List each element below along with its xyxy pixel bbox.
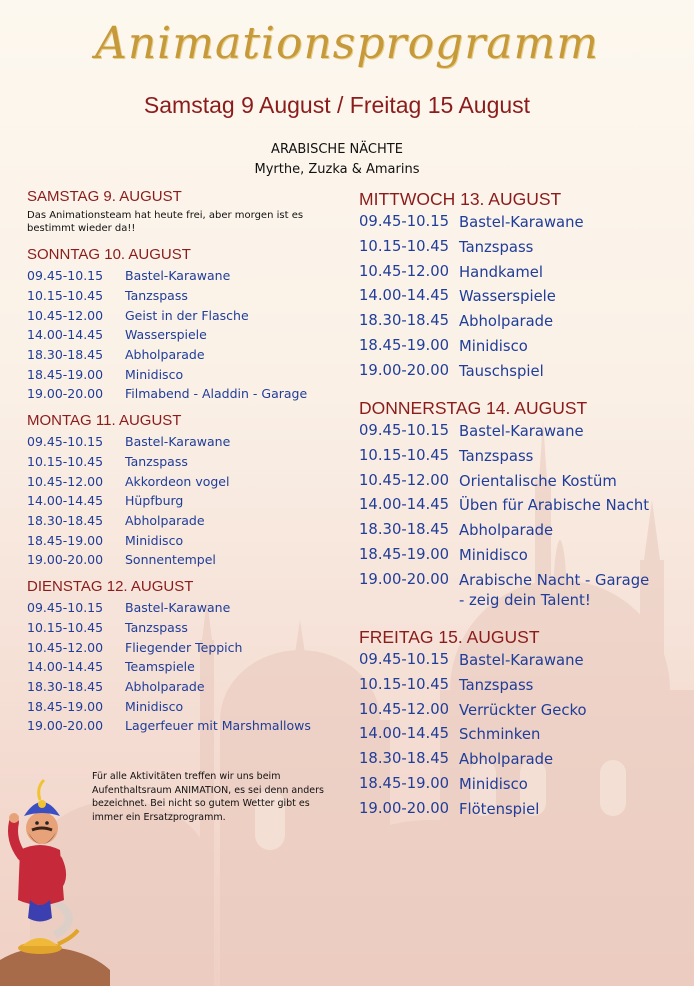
time-slot: 18.45-19.00 <box>27 366 104 382</box>
schedule-row <box>359 571 649 611</box>
activity-name: Tanzspass <box>125 288 188 304</box>
activity-name: Minidisco <box>125 366 184 382</box>
activity-name: Abholparade <box>459 751 554 769</box>
activity-name: Tanzspass <box>459 447 534 465</box>
time-slot: 09.45-10.15 <box>359 213 450 230</box>
activity-name: Wasserspiele <box>125 327 207 343</box>
page-title: Animationsprogramm <box>95 18 599 69</box>
activity-name: Teamspiele <box>125 659 195 675</box>
schedule-row <box>27 384 307 404</box>
day-block-monday <box>27 412 230 570</box>
schedule-row <box>359 750 587 775</box>
activity-name: Sonnentempel <box>125 552 216 568</box>
activity-name: Abholparade <box>459 522 554 540</box>
activity-name: Üben für Arabische Nacht <box>459 497 650 515</box>
activity-name: Minidisco <box>125 532 184 548</box>
day-block-tuesday <box>27 578 311 736</box>
schedule-row <box>27 530 230 550</box>
meeting-info-note: Für alle Aktivitäten treffen wir uns beim Aufenthaltsraum ANIMATION, es sei denn anders bezeichnet. Bei nicht so gutem Wetter gibt es immer ein Ersatzprogramm. <box>92 771 325 823</box>
activity-name: Abholparade <box>125 513 205 529</box>
team-names: Myrthe, Zuzka & Amarins <box>254 162 420 177</box>
schedule-row <box>27 696 311 716</box>
time-slot: 18.45-19.00 <box>27 532 104 548</box>
activity-name: Filmabend - Aladdin - Garage <box>125 386 308 402</box>
schedule-row <box>27 637 311 657</box>
time-slot: 18.30-18.45 <box>27 513 104 529</box>
schedule-row <box>27 364 307 384</box>
genie-illustration <box>0 760 110 986</box>
activity-name: Handkamel <box>459 263 543 281</box>
activity-name: Orientalische Kostüm <box>459 472 617 490</box>
day-heading: SONNTAG 10. AUGUST <box>27 246 191 263</box>
activity-name: Bastel-Karawane <box>125 268 231 284</box>
activity-name: Abholparade <box>125 347 205 363</box>
time-slot: 18.45-19.00 <box>27 698 104 714</box>
schedule-row <box>27 452 230 472</box>
schedule-row <box>359 521 649 546</box>
activity-name: Minidisco <box>459 337 528 355</box>
time-slot: 19.00-20.00 <box>359 570 450 588</box>
activity-line-1: Arabische Nacht - Garage <box>459 571 650 589</box>
schedule-row <box>359 651 587 676</box>
activity-name: Lagerfeuer mit Marshmallows <box>125 718 311 734</box>
time-slot: 09.45-10.15 <box>359 651 450 668</box>
schedule-row <box>27 598 311 618</box>
activity-name: Abholparade <box>459 313 554 331</box>
schedule-row <box>359 263 584 288</box>
schedule-row <box>27 677 311 697</box>
time-slot: 09.45-10.15 <box>359 422 450 439</box>
time-slot: 14.00-14.45 <box>27 659 104 675</box>
schedule-row <box>359 546 649 571</box>
schedule-row <box>27 550 230 570</box>
schedule-row <box>27 491 230 511</box>
day-block-sunday <box>27 246 307 404</box>
day-note: Das Animationsteam hat heute frei, aber morgen ist es bestimmt wieder da!! <box>27 210 304 234</box>
time-slot: 10.15-10.45 <box>27 288 104 304</box>
theme-title: ARABISCHE NÄCHTE <box>271 142 403 157</box>
time-slot: 10.45-12.00 <box>359 471 450 489</box>
time-slot: 09.45-10.15 <box>27 600 104 616</box>
day-heading: SAMSTAG 9. AUGUST <box>27 188 182 205</box>
activity-name: Geist in der Flasche <box>125 307 249 323</box>
day-heading: MITTWOCH 13. AUGUST <box>359 189 562 209</box>
activity-name: Flötenspiel <box>459 800 540 818</box>
schedule-row <box>359 287 584 312</box>
day-heading: DIENSTAG 12. AUGUST <box>27 578 194 595</box>
schedule-row <box>359 362 584 387</box>
time-slot: 18.30-18.45 <box>27 679 104 695</box>
activity-name: Minidisco <box>459 546 528 564</box>
day-block-thursday <box>359 398 649 611</box>
schedule-row <box>27 325 307 345</box>
activity-name: Tauschspiel <box>459 362 544 380</box>
time-slot: 10.45-12.00 <box>27 639 104 655</box>
time-slot: 18.30-18.45 <box>27 347 104 363</box>
schedule-row <box>359 775 587 800</box>
day-block-friday <box>359 627 587 825</box>
day-heading: MONTAG 11. AUGUST <box>27 412 182 429</box>
date-range-subtitle: Samstag 9 August / Freitag 15 August <box>143 92 531 118</box>
time-slot: 10.15-10.45 <box>359 446 450 464</box>
time-slot: 14.00-14.45 <box>27 327 104 343</box>
activity-name <box>459 571 649 611</box>
activity-name: Bastel-Karawane <box>459 423 584 440</box>
schedule-row <box>27 716 311 736</box>
time-slot: 14.00-14.45 <box>359 725 450 743</box>
activity-name: Schminken <box>459 726 541 744</box>
time-slot: 19.00-20.00 <box>27 552 104 568</box>
activity-line-2: - zeig dein Talent! <box>459 591 591 609</box>
schedule-row <box>27 266 307 286</box>
time-slot: 18.45-19.00 <box>359 336 450 354</box>
time-slot: 10.15-10.45 <box>359 675 450 693</box>
time-slot: 14.00-14.45 <box>359 287 450 305</box>
schedule-row <box>359 422 649 447</box>
schedule-row <box>359 213 584 238</box>
time-slot: 10.15-10.45 <box>359 237 450 255</box>
schedule-row <box>27 286 307 306</box>
activity-name: Akkordeon vogel <box>125 473 230 489</box>
activity-name: Tanzspass <box>125 620 188 636</box>
time-slot: 18.30-18.45 <box>359 750 450 768</box>
activity-name: Bastel-Karawane <box>125 434 231 450</box>
schedule-row <box>27 432 230 452</box>
activity-name: Tanzspass <box>459 238 534 256</box>
activity-name: Tanzspass <box>125 454 188 470</box>
activity-name: Bastel-Karawane <box>459 214 584 231</box>
activity-name: Minidisco <box>125 698 184 714</box>
time-slot: 18.30-18.45 <box>359 312 450 330</box>
activity-name: Bastel-Karawane <box>125 600 231 616</box>
schedule-row <box>359 496 649 521</box>
activity-name: Bastel-Karawane <box>459 652 584 669</box>
time-slot: 18.30-18.45 <box>359 521 450 539</box>
schedule-row <box>27 657 311 677</box>
time-slot: 14.00-14.45 <box>27 493 104 509</box>
activity-name: Minidisco <box>459 775 528 793</box>
time-slot: 10.45-12.00 <box>359 262 450 280</box>
time-slot: 10.15-10.45 <box>27 620 104 636</box>
time-slot: 18.45-19.00 <box>359 774 450 792</box>
schedule-row <box>27 471 230 491</box>
schedule-row <box>359 238 584 263</box>
schedule-row <box>359 725 587 750</box>
time-slot: 19.00-20.00 <box>27 718 104 734</box>
schedule-row <box>27 511 230 531</box>
schedule-row <box>359 312 584 337</box>
day-block-saturday <box>27 188 327 235</box>
schedule-row <box>359 701 587 726</box>
day-heading: FREITAG 15. AUGUST <box>359 627 540 647</box>
schedule-row <box>359 472 649 497</box>
activity-name: Wasserspiele <box>459 288 556 306</box>
day-block-wednesday <box>359 189 584 387</box>
time-slot: 09.45-10.15 <box>27 434 104 450</box>
day-heading: DONNERSTAG 14. AUGUST <box>359 398 588 418</box>
time-slot: 19.00-20.00 <box>27 386 104 402</box>
time-slot: 14.00-14.45 <box>359 496 450 514</box>
schedule-row <box>359 337 584 362</box>
activity-name: Hüpfburg <box>125 493 184 509</box>
schedule-row <box>359 676 587 701</box>
schedule-row <box>27 618 311 638</box>
time-slot: 10.15-10.45 <box>27 454 104 470</box>
time-slot: 09.45-10.15 <box>27 268 104 284</box>
time-slot: 10.45-12.00 <box>359 700 450 718</box>
time-slot: 10.45-12.00 <box>27 307 104 323</box>
activity-name: Abholparade <box>125 679 205 695</box>
time-slot: 18.45-19.00 <box>359 545 450 563</box>
time-slot: 10.45-12.00 <box>27 473 104 489</box>
activity-name: Tanzspass <box>459 676 534 694</box>
activity-name: Verrückter Gecko <box>459 701 587 719</box>
time-slot: 19.00-20.00 <box>359 799 450 817</box>
schedule-row <box>27 345 307 365</box>
schedule-row <box>359 447 649 472</box>
time-slot: 19.00-20.00 <box>359 361 450 379</box>
schedule-row <box>27 305 307 325</box>
activity-name: Fliegender Teppich <box>125 639 243 655</box>
schedule-row <box>359 800 587 825</box>
